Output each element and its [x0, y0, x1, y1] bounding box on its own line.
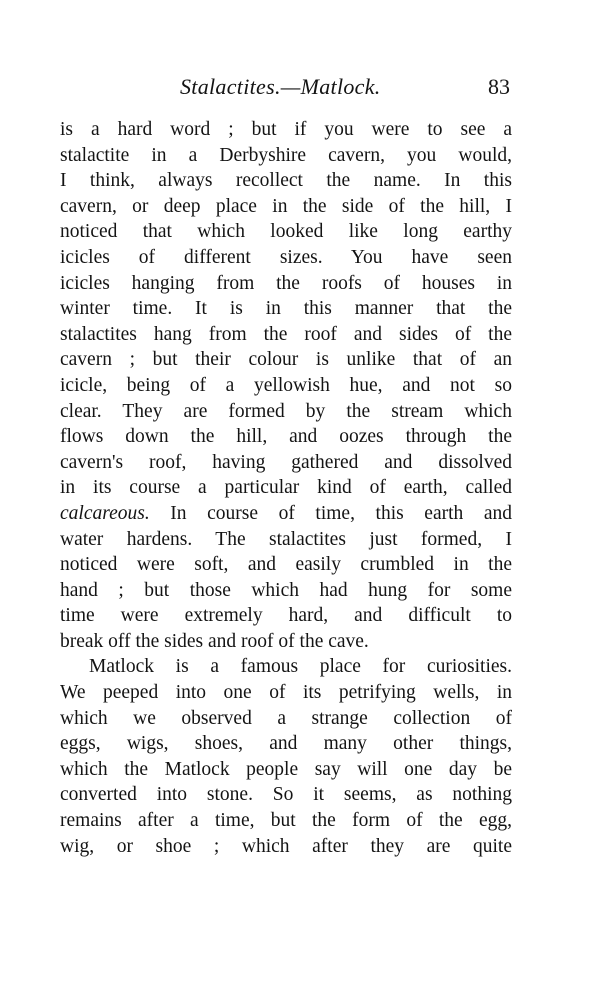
text-line: flows down the hill, and oozes through the — [60, 426, 512, 448]
text-line: stalactites hang from the roof and sides of the — [60, 323, 512, 345]
text-line: I think, always recollect the name. In this — [60, 170, 512, 192]
text-line: cavern, or deep place in the side of the hill, I — [60, 195, 512, 217]
running-title: Stalactites.—Matlock. — [180, 74, 381, 99]
text-line: which the Matlock people say will one day be — [60, 758, 512, 780]
text-line: is a hard word ; but if you were to see a — [60, 119, 512, 140]
text-line-rest: In course of time, this earth and — [149, 502, 512, 524]
text-line: noticed that which looked like long earthy — [60, 221, 512, 243]
text-line: icicle, being of a yellowish hue, and not so — [60, 374, 512, 396]
text-line: icicles of different sizes. You have seen — [60, 246, 512, 268]
text-line: wig, or shoe ; which after they are quite — [60, 835, 512, 857]
text-line-with-italic — [60, 501, 512, 527]
text-line: time were extremely hard, and difficult to — [60, 605, 512, 627]
paragraph-first-line: Matlock is a famous place for curiosities. — [89, 656, 512, 678]
text-line: stalactite in a Derbyshire cavern, you would, — [60, 144, 512, 166]
paragraph-last-line: break off the sides and roof of the cave. — [60, 630, 369, 652]
text-line: winter time. It is in this manner that the — [60, 298, 512, 320]
text-line: icicles hanging from the roofs of houses in — [60, 272, 512, 294]
italic-term: calcareous. — [60, 502, 150, 524]
text-line: noticed were soft, and easily crumbled in the — [60, 554, 512, 576]
text-line: eggs, wigs, shoes, and many other things, — [60, 733, 512, 755]
text-line: hand ; but those which had hung for some — [60, 579, 512, 601]
text-line: converted into stone. So it seems, as nothing — [60, 784, 512, 806]
text-line: in its course a particular kind of earth, called — [60, 477, 512, 499]
text-line: cavern's roof, having gathered and dissolved — [60, 451, 512, 473]
text-line: which we observed a strange collection of — [60, 707, 512, 729]
running-head — [60, 74, 512, 104]
text-line: cavern ; but their colour is unlike that of an — [60, 349, 512, 371]
text-line: clear. They are formed by the stream which — [60, 400, 512, 422]
text-line: remains after a time, but the form of the egg, — [60, 810, 512, 832]
page-number: 83 — [488, 74, 510, 99]
text-line: We peeped into one of its petrifying wells, in — [60, 682, 512, 704]
text-line: water hardens. The stalactites just formed, I — [60, 528, 512, 550]
body-text — [60, 117, 512, 859]
